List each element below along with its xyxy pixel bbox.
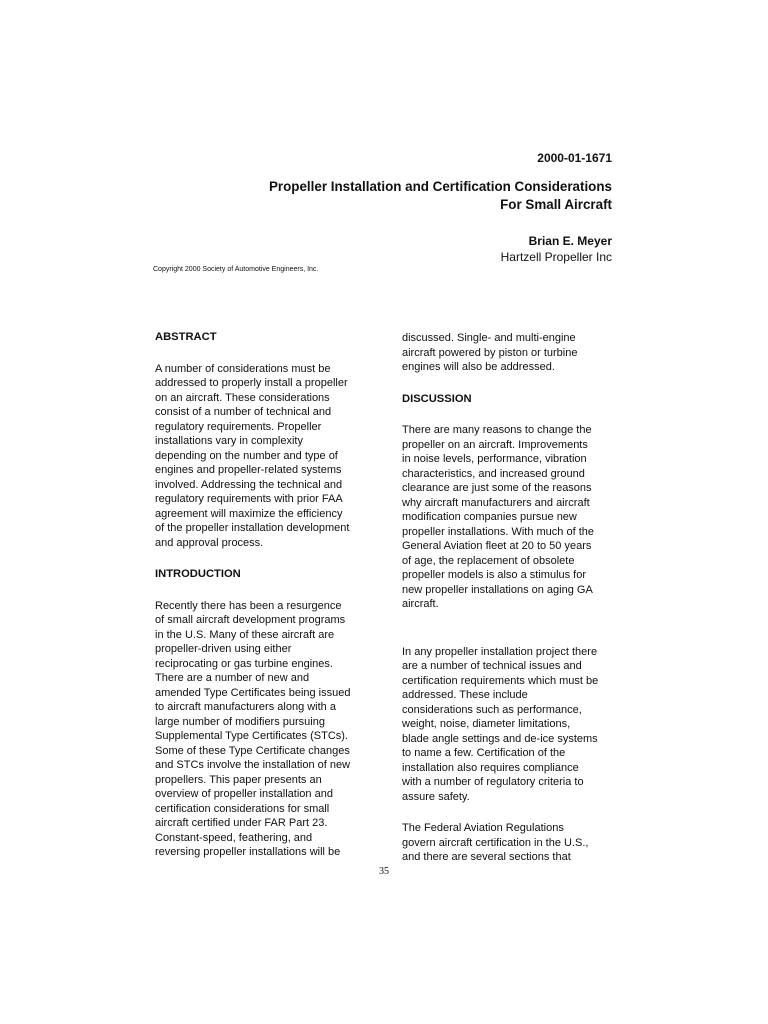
paper-title [269, 178, 612, 214]
text-line: reciprocating or gas turbine engines. [155, 657, 333, 670]
introduction-heading: INTRODUCTION [155, 568, 241, 580]
discussion-paragraph-3 [402, 821, 617, 865]
text-line: considerations such as performance, [402, 703, 582, 716]
text-line: discussed. Single- and multi-engine [402, 332, 576, 344]
text-line: on an aircraft. These considerations [155, 391, 330, 404]
text-line: in noise levels, performance, vibration [402, 453, 587, 465]
left-column [155, 330, 370, 860]
text-line: In any propeller installation project there [402, 645, 598, 658]
text-line: Constant-speed, feathering, and [155, 831, 313, 844]
text-line: The Federal Aviation Regulations [402, 822, 564, 834]
text-line: weight, noise, diameter limitations, [402, 718, 571, 730]
text-line: Some of these Type Certificate changes [155, 744, 350, 757]
text-line: clearance are just some of the reasons [402, 482, 592, 494]
text-line: engines and propeller-related systems [155, 464, 342, 476]
text-line: engines will also be addressed. [402, 361, 555, 373]
text-line: certification requirements which must be [402, 674, 599, 687]
text-line: in the U.S. Many of these aircraft are [155, 628, 335, 641]
text-line: propeller on an aircraft. Improvements [402, 438, 588, 451]
text-line: amended Type Certificates being issued [155, 686, 351, 699]
text-line: aircraft certified under FAR Part 23. [155, 817, 328, 829]
text-line: Supplemental Type Certificates (STCs). [155, 730, 348, 742]
text-line: There are many reasons to change the [402, 424, 592, 436]
text-line: to aircraft manufacturers along with a [155, 701, 336, 713]
text-line: propellers. This paper presents an [155, 773, 322, 786]
discussion-paragraph-1 [402, 423, 617, 612]
text-line: modification companies pursue new [402, 511, 577, 523]
page-number: 35 [379, 866, 389, 877]
text-line: consist of a number of technical and [155, 406, 332, 418]
text-line: why aircraft manufacturers and aircraft [402, 496, 590, 509]
title-line: For Small Aircraft [500, 197, 612, 212]
text-line: addressed. These include [402, 689, 528, 701]
text-line: There are a number of new and [155, 672, 310, 684]
author-block [501, 233, 612, 265]
text-line: installations vary in complexity [155, 435, 303, 447]
text-line: characteristics, and increased ground [402, 467, 585, 480]
text-line: A number of considerations must be [155, 362, 331, 375]
text-line: propeller installations. With much of the [402, 525, 594, 538]
text-line: depending on the number and type of [155, 449, 338, 462]
text-line: assure safety. [402, 790, 470, 803]
text-line: regulatory requirements. Propeller [155, 420, 322, 433]
text-line: blade angle settings and de-ice systems [402, 732, 598, 745]
copyright-notice: Copyright 2000 Society of Automotive Engineers, Inc. [153, 266, 319, 273]
text-line: involved. Addressing the technical and [155, 478, 343, 491]
continuation-paragraph [402, 331, 617, 375]
discussion-heading: DISCUSSION [402, 392, 472, 405]
text-line: installation also requires compliance [402, 761, 579, 774]
text-line: and there are several sections that [402, 851, 571, 863]
text-line: of small aircraft development programs [155, 614, 346, 626]
right-column [402, 331, 617, 865]
author-affiliation: Hartzell Propeller Inc [500, 250, 612, 264]
text-line: reversing propeller installations will be [155, 846, 341, 858]
text-line: large number of modifiers pursuing [155, 715, 325, 728]
author-name: Brian E. Meyer [528, 234, 612, 248]
text-line: new propeller installations on aging GA [402, 583, 593, 596]
text-line: with a number of regulatory criteria to [402, 776, 584, 788]
introduction-paragraph [155, 599, 370, 860]
text-line: of age, the replacement of obsolete [402, 554, 575, 567]
text-line: General Aviation fleet at 20 to 50 years [402, 540, 592, 552]
text-line: certification considerations for small [155, 802, 330, 815]
text-line: are a number of technical issues and [402, 660, 582, 672]
title-line: Propeller Installation and Certification Considerations [268, 179, 612, 194]
text-line: to name a few. Certification of the [402, 747, 566, 759]
text-line: agreement will maximize the efficiency [155, 507, 343, 520]
text-line: of the propeller installation development [155, 522, 350, 534]
text-line: addressed to properly install a propeller [155, 377, 348, 389]
paper-number: 2000-01-1671 [537, 151, 612, 165]
abstract-heading: ABSTRACT [155, 331, 217, 343]
text-line: aircraft powered by piston or turbine [402, 346, 578, 359]
text-line: and STCs involve the installation of new [155, 759, 351, 771]
text-line: propeller-driven using either [155, 643, 292, 655]
text-line: regulatory requirements with prior FAA [155, 493, 343, 505]
discussion-paragraph-2 [402, 645, 617, 805]
text-line: aircraft. [402, 598, 439, 610]
abstract-paragraph [155, 362, 370, 551]
text-line: govern aircraft certification in the U.S., [402, 836, 589, 849]
text-line: Recently there has been a resurgence [155, 599, 342, 612]
text-line: overview of propeller installation and [155, 788, 333, 800]
text-line: and approval process. [155, 536, 264, 549]
text-line: propeller models is also a stimulus for [402, 569, 587, 581]
